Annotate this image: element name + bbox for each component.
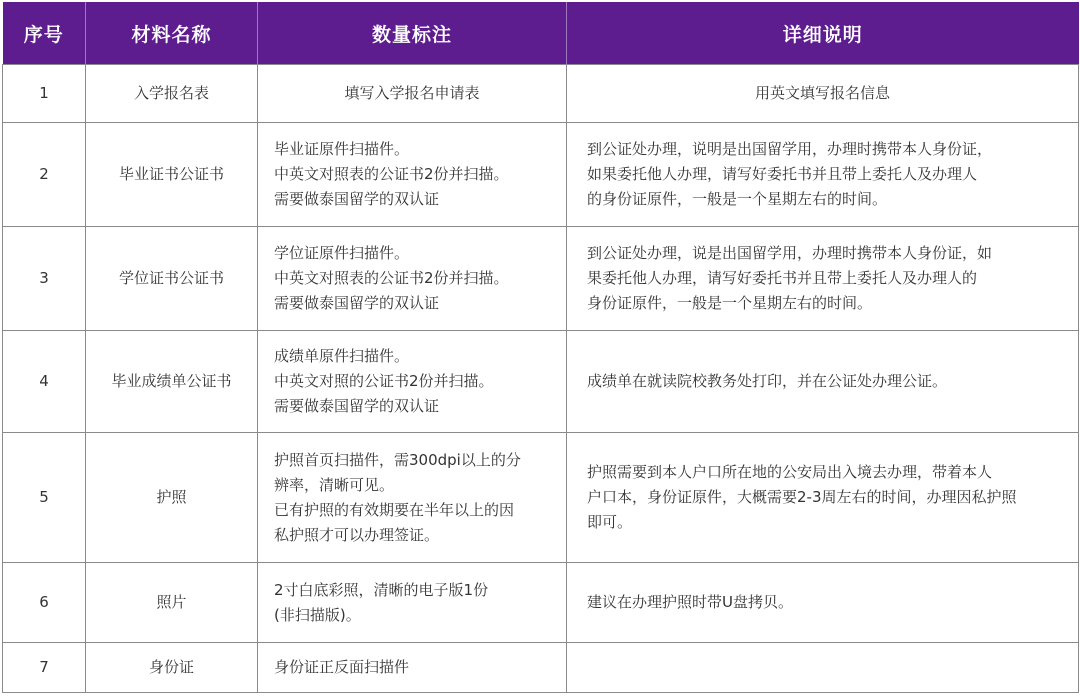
- header-qty: 数量标注: [258, 2, 567, 65]
- desc-line: 果委托他人办理，请写好委托书并且带上委托人及办理人的: [587, 269, 978, 287]
- table-row: [3, 123, 1079, 227]
- qty-line: 成绩单原件扫描件。: [274, 347, 410, 365]
- desc-line: 身份证原件，一般是一个星期左右的时间。: [587, 294, 873, 312]
- materials-table: [2, 2, 1079, 693]
- qty-line: 辨率，清晰可见。: [274, 475, 395, 494]
- qty-line: 需要做泰国留学的双认证: [274, 397, 440, 415]
- row-num: 1: [3, 65, 86, 123]
- header-desc: 详细说明: [567, 2, 1079, 65]
- qty-line: 护照首页扫描件，需300dpi以上的分: [274, 450, 521, 469]
- row-num: 5: [3, 433, 86, 563]
- desc-line: 到公证处办理，说明是出国留学用，办理时携带本人身份证，: [587, 140, 993, 158]
- row-qty: [258, 65, 567, 123]
- table-row: [3, 65, 1079, 123]
- row-name: 学位证书公证书: [86, 227, 258, 331]
- desc-line: 如果委托他人办理，请写好委托书并且带上委托人及办理人: [587, 165, 978, 183]
- qty-line: 私护照才可以办理签证。: [274, 525, 440, 544]
- row-desc: [567, 227, 1079, 331]
- table-header: [3, 2, 1079, 65]
- desc-line: 建议在办理护照时带U盘拷贝。: [587, 593, 793, 611]
- qty-line: 学位证原件扫描件。: [274, 244, 410, 262]
- row-desc: [567, 331, 1079, 433]
- row-qty: [258, 123, 567, 227]
- row-desc: [567, 433, 1079, 563]
- header-name: 材料名称: [86, 2, 258, 65]
- row-desc: [567, 563, 1079, 643]
- table-row: [3, 433, 1079, 563]
- qty-line: 毕业证原件扫描件。: [274, 140, 410, 158]
- row-qty: [258, 643, 567, 693]
- table-row: [3, 563, 1079, 643]
- row-name: 毕业成绩单公证书: [86, 331, 258, 433]
- row-num: 6: [3, 563, 86, 643]
- desc-line: 的身份证原件，一般是一个星期左右的时间。: [587, 190, 888, 208]
- row-num: 3: [3, 227, 86, 331]
- row-name: 照片: [86, 563, 258, 643]
- desc-line: 即可。: [587, 513, 633, 531]
- qty-line: 中英文对照表的公证书2份并扫描。: [274, 269, 509, 287]
- qty-line: 需要做泰国留学的双认证: [274, 294, 440, 312]
- row-num: 2: [3, 123, 86, 227]
- table-body: [3, 65, 1079, 693]
- row-num: 4: [3, 331, 86, 433]
- row-qty: [258, 331, 567, 433]
- qty-line: 需要做泰国留学的双认证: [274, 190, 440, 208]
- row-desc: [567, 123, 1079, 227]
- desc-line: 到公证处办理，说是出国留学用，办理时携带本人身份证，如: [587, 244, 993, 262]
- desc-line: 户口本，身份证原件，大概需要2-3周左右的时间，办理因私护照: [587, 488, 1017, 506]
- qty-line: (非扫描版)。: [274, 605, 361, 624]
- qty-line: 中英文对照的公证书2份并扫描。: [274, 372, 494, 390]
- row-qty: [258, 227, 567, 331]
- row-name: 毕业证书公证书: [86, 123, 258, 227]
- row-qty: [258, 563, 567, 643]
- qty-line: 中英文对照表的公证书2份并扫描。: [274, 165, 509, 183]
- qty-line: 身份证正反面扫描件: [274, 658, 410, 676]
- table-row: [3, 331, 1079, 433]
- row-name: 入学报名表: [86, 65, 258, 123]
- row-desc: [567, 65, 1079, 123]
- qty-line: 填写入学报名申请表: [344, 84, 480, 102]
- row-num: 7: [3, 643, 86, 693]
- table-row: [3, 643, 1079, 693]
- header-num: 序号: [3, 2, 86, 65]
- desc-line: 用英文填写报名信息: [754, 84, 890, 102]
- row-name: 护照: [86, 433, 258, 563]
- table-row: [3, 227, 1079, 331]
- qty-line: 2寸白底彩照，清晰的电子版1份: [274, 580, 489, 599]
- row-qty: [258, 433, 567, 563]
- desc-line: 护照需要到本人户口所在地的公安局出入境去办理，带着本人: [587, 463, 993, 481]
- qty-line: 已有护照的有效期要在半年以上的因: [274, 500, 515, 519]
- row-name: 身份证: [86, 643, 258, 693]
- desc-line: 成绩单在就读院校教务处打印，并在公证处办理公证。: [587, 372, 948, 390]
- row-desc: [567, 643, 1079, 693]
- header-row: [3, 2, 1079, 65]
